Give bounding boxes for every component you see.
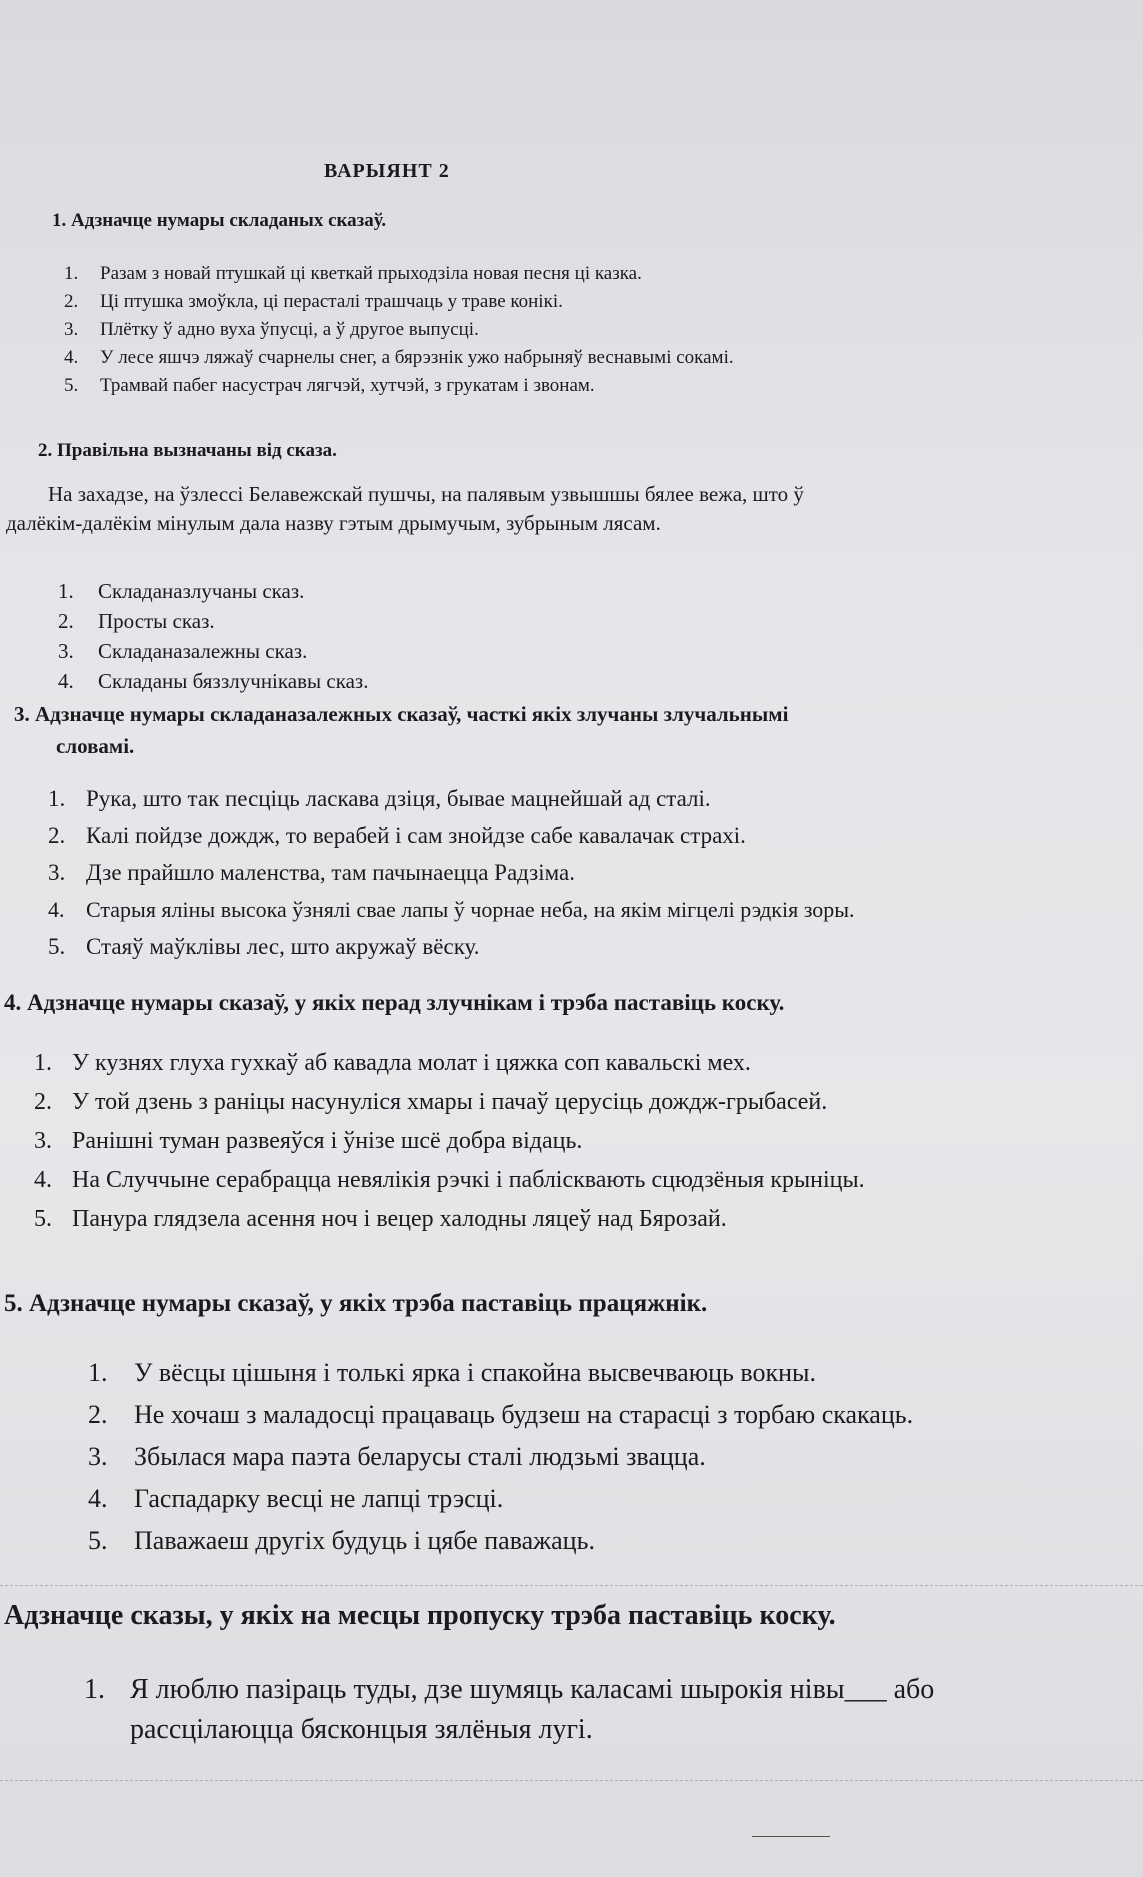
- list-item: [64, 288, 1143, 316]
- question-3: [0, 698, 1143, 965]
- item-text: Гаспадарку весці не лапці трэсці.: [134, 1484, 504, 1513]
- item-text: Дзе прайшло маленства, там пачынаецца Радзіма.: [86, 860, 575, 885]
- item-text: У кузнях глуха гухкаў аб кавадла молат і цяжка соп кавальскі мех.: [72, 1050, 751, 1076]
- item-number: 1.: [58, 579, 74, 603]
- list-item: [48, 928, 1143, 965]
- list-item: [48, 780, 1143, 817]
- item-number: 3.: [48, 860, 66, 885]
- question-4-options: [34, 1044, 1143, 1239]
- item-text: Старыя яліны высока ўзнялі свае лапы ў чорнае неба, на якім мігцелі рэдкія зоры.: [86, 897, 855, 922]
- item-text: Калі пойдзе дождж, то верабей і сам знойдзе сабе кавалачак страхі.: [86, 823, 746, 848]
- item-text: Трамвай пабег насустрач лягчэй, хутчэй, з грукатам і звонам.: [100, 375, 595, 396]
- item-text: Просты сказ.: [98, 609, 215, 633]
- item-number: 4.: [64, 347, 79, 368]
- item-text: Складаназалежны сказ.: [98, 639, 308, 663]
- item-number: 1.: [88, 1358, 108, 1387]
- item-text: Ранішні туман развеяўся і ўнізе шсё добра відаць.: [72, 1128, 583, 1154]
- item-number: 3.: [58, 639, 74, 663]
- list-item: [34, 1122, 1143, 1161]
- item-number: 1.: [48, 786, 66, 811]
- list-item: [58, 606, 1143, 636]
- item-text: Стаяў маўклівы лес, што акружаў вёску.: [86, 934, 480, 959]
- question-6: [0, 1600, 1143, 1750]
- question-2-passage-line-2: далёкім-далёкім мінулым дала назву гэтым дрымучым, зубрыным лясам.: [6, 511, 661, 535]
- item-number: 3.: [34, 1128, 52, 1154]
- question-1: [0, 210, 1143, 400]
- list-item: [34, 1200, 1143, 1239]
- question-2-passage-line-1: На захадзе, на ўзлессі Белавежскай пушчы, на палявым узвышшы бялее вежа, што ў: [48, 482, 804, 506]
- question-1-heading: 1. Адзначце нумары складаных сказаў.: [52, 210, 387, 231]
- question-6-heading: Адзначце сказы, у якіх на месцы пропуску трэба паставіць коску.: [4, 1600, 836, 1631]
- item-number: 5.: [34, 1206, 52, 1232]
- list-item: [48, 891, 1143, 928]
- list-item: [88, 1520, 1143, 1562]
- list-item: [48, 817, 1143, 854]
- item-text: На Случчыне серабрацца невялікія рэчкі і паблісквають сцюдзёныя крыніцы.: [72, 1167, 865, 1193]
- item-number: 5.: [64, 375, 79, 396]
- item-text: У той дзень з раніцы насунуліся хмары і пачаў церусіць дождж-грыбасей.: [72, 1089, 828, 1115]
- item-text: Паважаеш другіх будуць і цябе паважаць.: [134, 1526, 595, 1555]
- list-item: [64, 260, 1143, 288]
- list-item: [58, 666, 1143, 696]
- item-number: 5.: [48, 934, 66, 959]
- item-number: 2.: [48, 823, 66, 848]
- item-number: 2.: [34, 1089, 52, 1115]
- item-number: 3.: [88, 1442, 108, 1471]
- item-text: Складаназлучаны сказ.: [98, 579, 305, 603]
- item-text: Рука, што так песціць ласкава дзіця, бывае мацнейшай ад сталі.: [86, 786, 711, 811]
- list-item: [58, 576, 1143, 606]
- list-item: [88, 1352, 1143, 1394]
- question-2-heading: 2. Правільна вызначаны від сказа.: [38, 440, 337, 461]
- list-item: [88, 1478, 1143, 1520]
- item-text: Ці птушка змоўкла, ці перасталі трашчаць у траве конікі.: [100, 291, 563, 312]
- item-text: Збылася мара паэта беларусы сталі людзьмі звацца.: [134, 1442, 706, 1471]
- item-text: Разам з новай птушкай ці кветкай прыходзіла новая песня ці казка.: [100, 263, 642, 284]
- list-item: [48, 854, 1143, 891]
- question-2-options: [58, 576, 1143, 696]
- item-number: 3.: [64, 319, 79, 340]
- item-number: 1.: [64, 263, 79, 284]
- item-number: 1.: [34, 1050, 52, 1076]
- question-5-options: [88, 1352, 1143, 1562]
- question-3-heading-line-1: 3. Адзначце нумары складаназалежных сказаў, часткі якіх злучаны злучальнымі: [14, 702, 789, 726]
- item-number: 5.: [88, 1526, 108, 1555]
- item-number: 4.: [58, 669, 74, 693]
- list-item: [34, 1083, 1143, 1122]
- list-item: [84, 1670, 1143, 1710]
- question-3-options: [48, 780, 1143, 965]
- question-4-heading: 4. Адзначце нумары сказаў, у якіх перад злучнікам і трэба паставіць коску.: [4, 990, 785, 1015]
- divider: [0, 1780, 1143, 1782]
- item-text: Не хочаш з маладосці працаваць будзеш на старасці з торбаю скакаць.: [134, 1400, 914, 1429]
- question-1-options: [64, 260, 1143, 400]
- item-text: Складаны бяззлучнікавы сказ.: [98, 669, 369, 693]
- answer-blank: [752, 1836, 830, 1837]
- list-item: [64, 344, 1143, 372]
- item-text-continuation: рассцілаюцца бясконцыя зялёныя лугі.: [130, 1714, 593, 1745]
- item-text: Плётку ў адно вуха ўпусці, а ў другое выпусці.: [100, 319, 479, 340]
- question-5-heading: 5. Адзначце нумары сказаў, у якіх трэба паставіць працяжнік.: [4, 1290, 708, 1317]
- list-item: [34, 1161, 1143, 1200]
- item-number: 4.: [88, 1484, 108, 1513]
- list-item: [64, 372, 1143, 400]
- item-text: У вёсцы цішыня і толькі ярка і спакойна высвечваюць вокны.: [134, 1358, 817, 1387]
- item-text: Я люблю пазіраць туды, дзе шумяць каласамі шырокія нівы___ або: [130, 1674, 935, 1705]
- item-number: 2.: [58, 609, 74, 633]
- list-item: [88, 1436, 1143, 1478]
- page-title: ВАРЫЯНТ 2: [324, 160, 450, 182]
- question-4: [0, 990, 1143, 1239]
- item-number: 2.: [88, 1400, 108, 1429]
- question-2: [0, 440, 1143, 696]
- question-6-options: [84, 1670, 1143, 1710]
- list-item: [34, 1044, 1143, 1083]
- divider: [0, 1585, 1143, 1587]
- question-3-heading-line-2: словамі.: [56, 734, 135, 758]
- item-number: 4.: [34, 1167, 52, 1193]
- item-number: 2.: [64, 291, 79, 312]
- item-text: У лесе яшчэ ляжаў счарнелы снег, а бярэзнік ужо набрыняў веснавымі сокамі.: [100, 347, 734, 368]
- list-item: [58, 636, 1143, 666]
- item-text: Панура глядзела асення ноч і вецер халодны ляцеў над Бярозай.: [72, 1206, 727, 1232]
- question-5: [0, 1290, 1143, 1562]
- list-item: [88, 1394, 1143, 1436]
- list-item: [64, 316, 1143, 344]
- item-number: 1.: [84, 1674, 105, 1705]
- item-number: 4.: [48, 897, 65, 922]
